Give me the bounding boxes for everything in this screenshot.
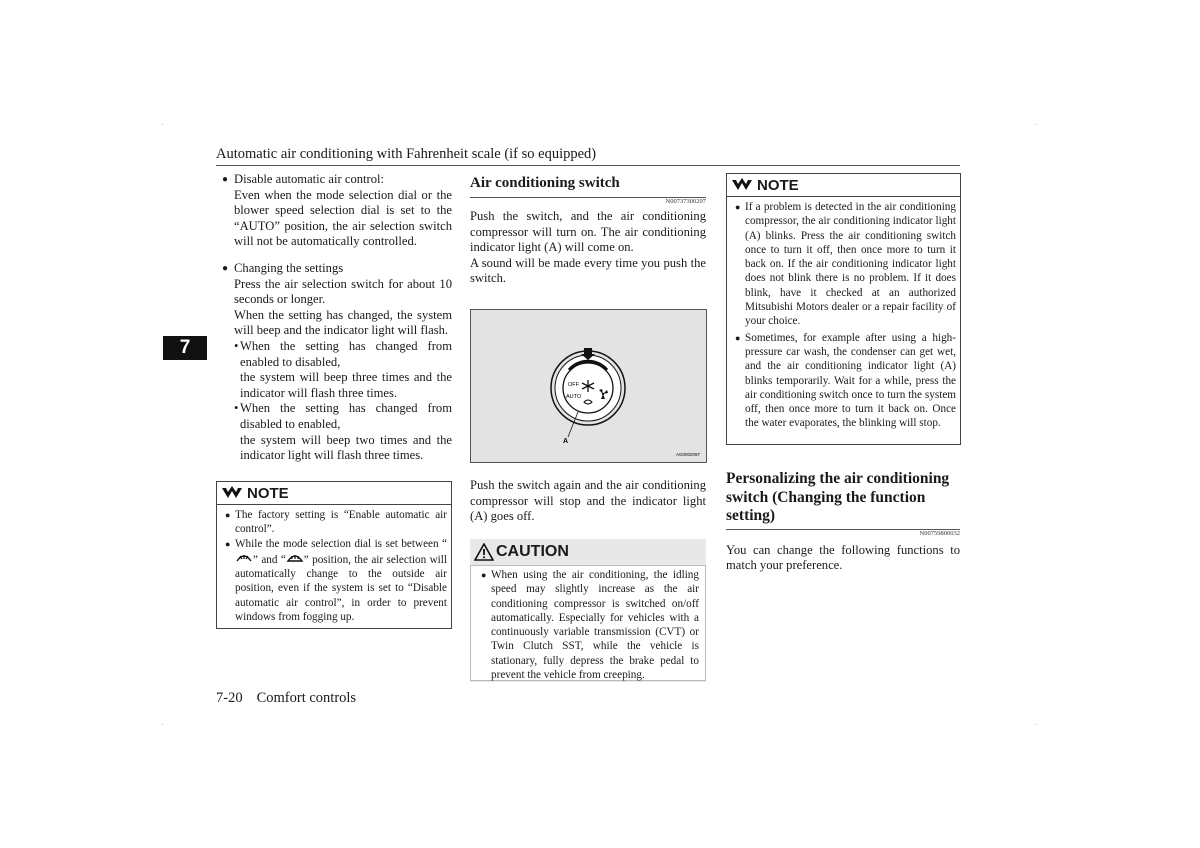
paragraph: Push the switch again and the air conditioning compressor will stop and the indicator light (A) goes off. <box>470 478 706 524</box>
section-title: Personalizing the air conditioning switch (Changing the function setting) <box>726 470 950 524</box>
note-item: ● While the mode selection dial is set between “” and “ ” position, the air selection will automatically change to the outside air position, even if the system is set to “Disable automatic air control”, in order to prevent windows from fogging up. <box>225 537 447 624</box>
callout-a: A <box>563 438 569 445</box>
bullet-icon: ● <box>222 262 229 274</box>
note-label: NOTE <box>757 176 799 194</box>
item-title: Disable automatic air control: <box>234 172 385 186</box>
bullet-icon: ● <box>222 174 229 185</box>
caution-box <box>470 539 706 682</box>
warning-triangle-icon <box>474 543 494 561</box>
list-item <box>222 172 452 188</box>
sub-item-text: the system will beep three times and the indicator will flash three times. <box>240 370 452 400</box>
caution-label: CAUTION <box>496 543 569 560</box>
ac-switch-figure <box>470 309 707 463</box>
defroster-icon <box>286 551 304 563</box>
note-header <box>217 482 451 505</box>
crop-mark <box>162 124 163 125</box>
crop-mark <box>1036 124 1037 125</box>
paragraph: You can change the following functions to match your preference. <box>726 542 960 573</box>
sub-item-text: When the setting has changed from disabled to enabled, <box>240 401 452 431</box>
item-title: Changing the settings <box>234 260 344 275</box>
note-label: NOTE <box>247 484 289 502</box>
sub-item-text: the system will beep two times and the indicator light will flash three times. <box>240 432 452 463</box>
off-label: OFF <box>568 382 579 388</box>
doc-id: N00737300297 <box>665 198 706 205</box>
mode-windshield-feet-icon <box>235 551 253 563</box>
caution-text: When using the air conditioning, the idling speed may slightly increase as the air conditioning compressor is switched on/off automatically. Especially for vehicles with a continuously variable transmission (CVT) or Twin Clutch SST, while the vehicle is stationary, fully depress the brake pedal to prevent the vehicle from creeping. <box>491 569 699 682</box>
doc-id: N00759800032 <box>919 529 960 537</box>
crop-mark <box>162 724 163 725</box>
sub-item-text: When the setting has changed from enabled to disabled, <box>240 338 452 369</box>
sub-list-item: • When the setting has changed from disabled to enabled, <box>234 401 452 431</box>
page-footer <box>216 690 356 707</box>
running-title: Automatic air conditioning with Fahrenheit scale (if so equipped) <box>216 146 597 162</box>
note-item: ● The factory setting is “Enable automatic air control”. <box>225 509 447 536</box>
note-icon <box>221 485 243 501</box>
note-icon <box>731 177 753 193</box>
item-text: Press the air selection switch for about 10 seconds or longer. <box>234 276 452 307</box>
note-text: While the mode selection dial is set between “ <box>235 537 447 550</box>
section-title: Air conditioning switch <box>470 175 620 191</box>
item-text: Even when the mode selection dial or the blower speed selection dial is set to the “AUTO” position, the air selection switch will not be automatically controlled. <box>234 187 452 249</box>
note-text: Sometimes, for example after using a high-pressure car wash, the condenser can get wet, and the air conditioning indicator light (A) blinks temporarily. Wait for a while, press the air conditioning switch once to turn the system off, then once more to turn it back on. Once the water evaporates, the blinking will stop. <box>745 331 956 430</box>
page-number: 7-20 <box>216 690 243 706</box>
item-text: When the setting has changed, the system will beep and the indicator light will flash. <box>234 307 452 338</box>
caution-header <box>470 539 706 565</box>
crop-mark <box>1036 724 1037 725</box>
note-text: ” position, the air selection will automatically change to the outside air position, even if the system is set to “Disable automatic air control”, in order to prevent windows from fogging up. <box>235 553 447 624</box>
caution-item: ● When using the air conditioning, the idling speed may slightly increase as the air conditioning compressor is switched on/off automatically. Especially for vehicles with a continuously variable transmission (CVT) or Twin Clutch SST, while the vehicle is stationary, fully depress the brake pedal to prevent the vehicle from creeping. <box>481 569 699 682</box>
footer-section: Comfort controls <box>256 690 357 706</box>
note-box <box>216 481 452 629</box>
section-personalizing <box>726 470 960 574</box>
auto-label: AUTO <box>566 394 582 400</box>
ac-switch-illustration <box>471 310 706 462</box>
note-header <box>727 174 960 197</box>
column-left <box>222 172 452 464</box>
column-middle <box>470 172 706 287</box>
chapter-tab: 7 <box>163 336 207 360</box>
sub-list-item: • When the setting has changed from enabled to disabled, <box>234 338 452 369</box>
figure-id: AG0002097 <box>675 452 700 457</box>
note-box <box>726 173 961 445</box>
note-item: ● Sometimes, for example after using a high-pressure car wash, the condenser can get wet, and the air conditioning indicator light (A) blinks temporarily. Wait for a while, press the air conditioning switch once to turn the system off, then once more to turn it back on. Once the water evaporates, the blinking will stop. <box>735 331 956 430</box>
paragraph: Push the switch, and the air conditioning compressor will turn on. The air conditioning indicator light (A) will come on. <box>470 209 706 255</box>
list-item <box>222 261 452 277</box>
note-text: If a problem is detected in the air conditioning compressor, the air conditioning indicator light (A) blinks. Press the air conditioning switch once to turn it off, then once more to turn it back on. If the air conditioning indicator light does not blink there is no problem. If it does blink, have it checked at an authorized Mitsubishi Motors dealer or a repair facility of your choice. <box>745 201 956 328</box>
paragraph: A sound will be made every time you push the switch. <box>470 255 706 286</box>
note-text: The factory setting is “Enable automatic air control”. <box>235 509 447 536</box>
note-text: ” and “ <box>253 553 286 566</box>
note-item: ● If a problem is detected in the air conditioning compressor, the air conditioning indicator light (A) blinks. Press the air conditioning switch once to turn it off, then once more to turn it back on. If the air conditioning indicator light does not blink there is no problem. If it does blink, have it checked at an authorized Mitsubishi Motors dealer or a repair facility of your choice. <box>735 201 956 328</box>
header-rule <box>216 165 960 166</box>
